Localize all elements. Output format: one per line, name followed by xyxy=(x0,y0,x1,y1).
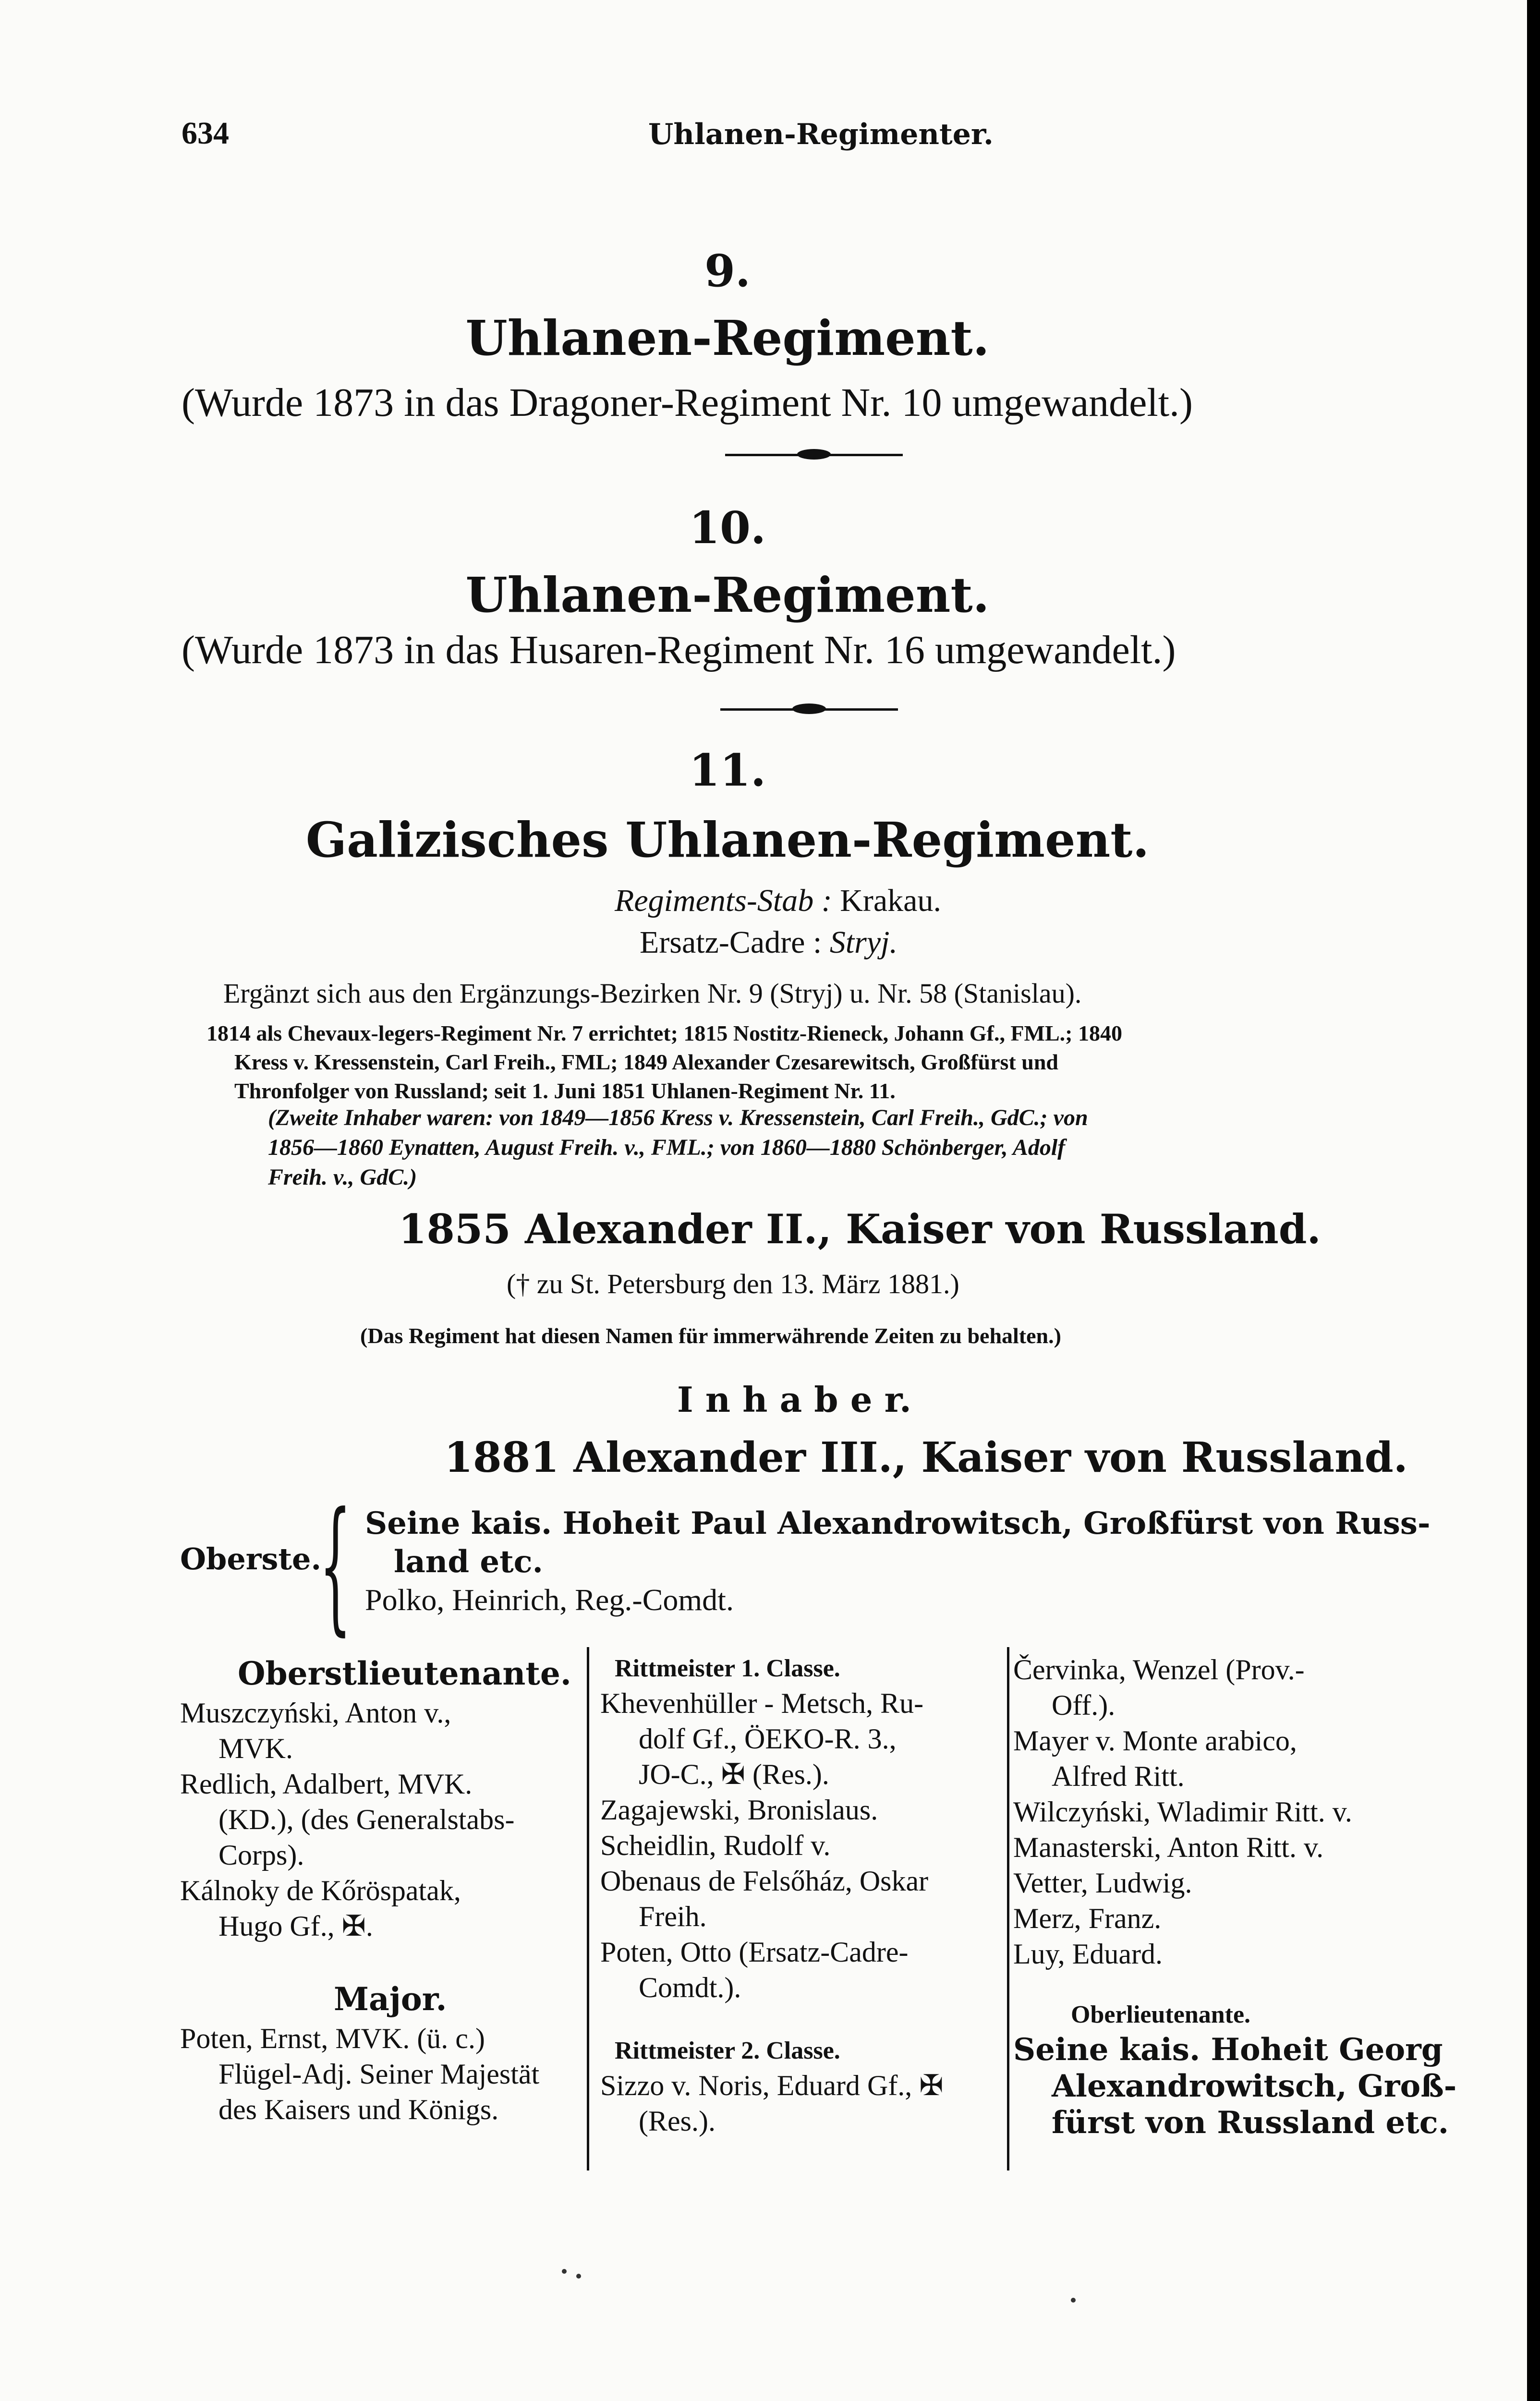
death-note: († zu St. Petersburg den 13. März 1881.) xyxy=(507,1268,959,1299)
section-10-title: Uhlanen-Regiment. xyxy=(465,567,990,623)
column-heading: Rittmeister 2. Classe. xyxy=(615,2037,840,2064)
section-11-number: 11. xyxy=(689,744,766,796)
officer-entry-line: MVK. xyxy=(218,1733,293,1764)
print-speck xyxy=(562,2269,567,2274)
divider-ornament xyxy=(725,454,903,456)
officer-entry-line: Corps). xyxy=(218,1839,304,1871)
print-speck xyxy=(576,2274,581,2279)
officer-entry-line: Alfred Ritt. xyxy=(1052,1760,1185,1792)
ersatz-cadre xyxy=(640,924,897,961)
column-divider xyxy=(1007,1647,1009,2171)
running-title: Uhlanen-Regimenter. xyxy=(648,118,994,151)
officer-entry-line: des Kaisers und Königs. xyxy=(218,2094,499,2125)
divider-ornament xyxy=(720,708,898,711)
page-number: 634 xyxy=(182,116,229,151)
officer-entry-line: fürst von Russland etc. xyxy=(1052,2105,1449,2141)
officer-list xyxy=(600,1686,1004,2005)
officer-entry-line: Merz, Franz. xyxy=(1013,1903,1162,1934)
officer-entry-line: Zagajewski, Bronislaus. xyxy=(600,1794,878,1826)
officer-entry-line: Poten, Ernst, MVK. (ü. c.) xyxy=(180,2023,485,2054)
officer-list xyxy=(1013,2032,1474,2141)
officer-list xyxy=(600,2068,1004,2139)
officer-entry-line: (Res.). xyxy=(639,2105,715,2137)
officer-entry-line: dolf Gf., ÖEKO-R. 3., xyxy=(639,1723,897,1755)
officer-entry-line: Wilczyński, Wladimir Ritt. v. xyxy=(1013,1796,1352,1828)
officer-entry-line: Redlich, Adalbert, MVK. xyxy=(180,1768,473,1800)
officer-entry-line: Alexandrowitsch, Groß- xyxy=(1052,2068,1457,2104)
section-10-number: 10. xyxy=(689,502,766,554)
oberste-line: land etc. xyxy=(394,1544,543,1580)
officer-entry-line: Freih. xyxy=(639,1901,707,1932)
officer-entry-line: Flügel-Adj. Seiner Majestät xyxy=(218,2058,540,2090)
officer-entry-line: Scheidlin, Rudolf v. xyxy=(600,1830,831,1861)
officer-entry-line: JO-C., ✠ (Res.). xyxy=(639,1758,829,1790)
second-owners-line: 1856—1860 Eynatten, August Freih. v., FML.; von 1860—1880 Schönberger, Adolf xyxy=(268,1135,1066,1160)
section-11-title: Galizisches Uhlanen-Regiment. xyxy=(305,812,1150,868)
history-line: 1814 als Chevaux-legers-Regiment Nr. 7 errichtet; 1815 Nostitz-Rieneck, Johann Gf., FML.; 1840 xyxy=(206,1021,1122,1045)
officer-entry-line: Mayer v. Monte arabico, xyxy=(1013,1725,1297,1757)
inhaber-label: I n h a b e r. xyxy=(677,1379,911,1420)
column-heading: Oberstlieutenante. xyxy=(238,1655,571,1692)
officer-entry-line: Vetter, Ludwig. xyxy=(1013,1867,1192,1899)
section-9-note: (Wurde 1873 in das Dragoner-Regiment Nr. 10 umgewandelt.) xyxy=(182,380,1193,425)
officer-entry-line: Manasterski, Anton Ritt. v. xyxy=(1013,1831,1324,1863)
officer-list xyxy=(1013,1652,1474,1972)
officer-entry-line: Khevenhüller - Metsch, Ru- xyxy=(600,1687,924,1719)
regiments-stab-value: Krakau. xyxy=(840,883,941,918)
regiments-stab xyxy=(615,883,941,919)
officer-entry-line: Seine kais. Hoheit Georg xyxy=(1013,2032,1443,2068)
officer-entry-line: Hugo Gf., ✠. xyxy=(218,1910,373,1942)
officer-list xyxy=(180,2021,583,2127)
regiments-stab-label: Regiments-Stab : xyxy=(615,883,832,918)
column-divider xyxy=(587,1647,589,2171)
column-2 xyxy=(600,1652,1004,2139)
column-heading: Major. xyxy=(334,1980,447,2018)
officer-entry-line: Muszczyński, Anton v., xyxy=(180,1697,451,1729)
history-line: Kress v. Kressenstein, Carl Freih., FML; 1849 Alexander Czesarewitsch, Großfürst und xyxy=(234,1050,1058,1074)
erganzungs-text: Ergänzt sich aus den Ergänzungs-Bezirken Nr. 9 (Stryj) u. Nr. 58 (Stanislau). xyxy=(223,978,1082,1009)
ersatz-cadre-value: Stryj. xyxy=(829,925,897,960)
section-10-note: (Wurde 1873 in das Husaren-Regiment Nr. 16 umgewandelt.) xyxy=(182,628,1176,672)
oberste-label: Oberste. xyxy=(180,1541,322,1576)
ersatz-cadre-label: Ersatz-Cadre : xyxy=(640,925,822,960)
officer-entry-line: Sizzo v. Noris, Eduard Gf., ✠ xyxy=(600,2070,944,2101)
column-3 xyxy=(1013,1652,1474,2141)
column-1 xyxy=(180,1652,583,2127)
section-9-number: 9. xyxy=(704,245,751,297)
history-line: Thronfolger von Russland; seit 1. Juni 1851 Uhlanen-Regiment Nr. 11. xyxy=(234,1079,896,1103)
print-speck xyxy=(1071,2298,1076,2303)
column-heading: Rittmeister 1. Classe. xyxy=(615,1655,840,1682)
brace-icon: { xyxy=(319,1481,352,1649)
inhaber-heading: 1881 Alexander III., Kaiser von Russland. xyxy=(444,1433,1408,1482)
name-keep-note: (Das Regiment hat diesen Namen für immerwährende Zeiten zu behalten.) xyxy=(360,1323,1061,1348)
column-heading: Oberlieutenante. xyxy=(1071,2001,1251,2028)
name-heading: 1855 Alexander II., Kaiser von Russland. xyxy=(399,1205,1321,1253)
oberste-comdt: Polko, Heinrich, Reg.-Comdt. xyxy=(365,1583,734,1617)
officer-entry-line: Červinka, Wenzel (Prov.- xyxy=(1013,1654,1305,1686)
officer-entry-line: Luy, Eduard. xyxy=(1013,1938,1163,1970)
officer-entry-line: (KD.), (des Generalstabs- xyxy=(218,1804,515,1835)
second-owners-line: (Zweite Inhaber waren: von 1849—1856 Kress v. Kressenstein, Carl Freih., GdC.; von xyxy=(268,1105,1088,1130)
officer-entry-line: Comdt.). xyxy=(639,1972,741,2003)
officer-entry-line: Obenaus de Felsőház, Oskar xyxy=(600,1865,929,1897)
section-9-title: Uhlanen-Regiment. xyxy=(465,310,990,366)
officer-list xyxy=(180,1695,583,1944)
oberste-line: Seine kais. Hoheit Paul Alexandrowitsch, Großfürst von Russ- xyxy=(365,1505,1431,1541)
officer-entry-line: Kálnoky de Kőröspatak, xyxy=(180,1875,461,1906)
officer-entry-line: Poten, Otto (Ersatz-Cadre- xyxy=(600,1936,909,1968)
second-owners-line: Freih. v., GdC.) xyxy=(268,1164,417,1190)
officer-entry-line: Off.). xyxy=(1052,1689,1116,1721)
